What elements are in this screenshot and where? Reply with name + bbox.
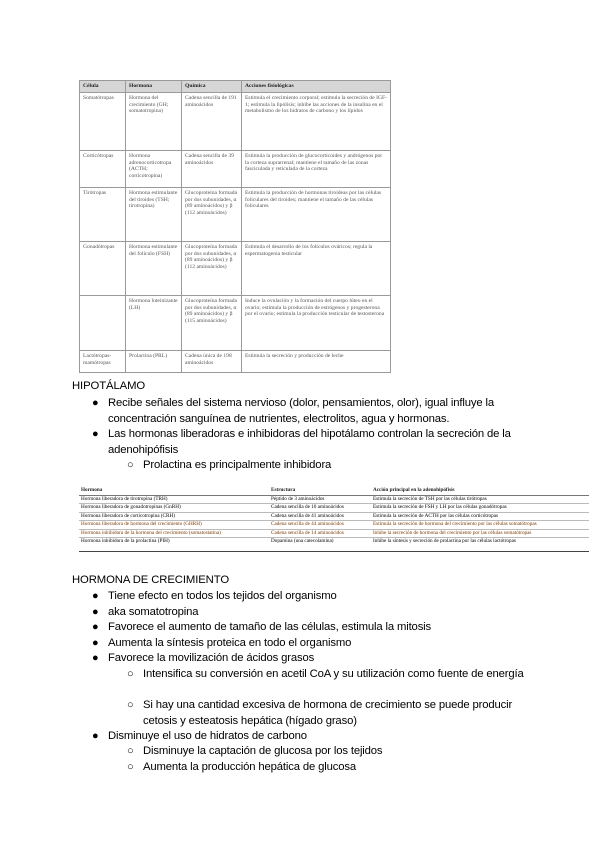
table-row	[80, 296, 391, 351]
table-cell: Hormona adrenocorticotropa (ACTH; corticotropina)	[126, 151, 182, 188]
table-cell: Hormona estimulante del folículo (FSH)	[126, 242, 182, 296]
table-cell: Péptido de 3 aminoácidos	[269, 496, 371, 504]
table-cell: Hormona liberadora de hormona del crecimiento (GHRH)	[79, 521, 269, 529]
pituitary-cells-table	[79, 80, 390, 366]
table-bottom-rule	[79, 551, 589, 552]
table-cell: Prolactina (PRL)	[126, 351, 182, 373]
table-row	[79, 504, 589, 512]
table-cell: Cadena sencilla de 191 aminoácidos	[182, 93, 242, 151]
table-cell: Estimula la producción de hormonas tiroideas por las células foliculares del tiroides; mantiene el tamaño de las células foliculares	[242, 188, 391, 242]
bullet-icon: ●	[92, 621, 99, 633]
table-cell: Hormona liberadora de tirotropina (TRH)	[79, 496, 269, 504]
list-item: Favorece el aumento de tamaño de las células, estimula la mitosis	[108, 621, 432, 633]
table-cell: Hormona luteinizante (LH)	[126, 296, 182, 351]
bullet-icon: ●	[92, 637, 99, 649]
list-item: Disminuye el uso de hidratos de carbono	[108, 730, 307, 742]
list-item: Aumenta la síntesis proteica en todo el organismo	[108, 637, 352, 649]
sub-bullet-icon: ○	[127, 745, 134, 757]
bullet-icon: ●	[92, 652, 99, 664]
sub-bullet-icon: ○	[127, 668, 134, 680]
hypothalamic-hormones-table	[79, 487, 589, 552]
table-row	[80, 351, 391, 373]
section-heading-hormona-crecimiento: HORMONA DE CRECIMIENTO	[72, 574, 230, 586]
sub-list-item: Prolactina es principalmente inhibidora	[143, 459, 332, 471]
table-row	[80, 93, 391, 151]
table-header-cell: Hormona	[79, 487, 269, 496]
table-cell: Glucoproteína formada por dos subunidades, α (89 aminoácidos) y β (112 aminoácidos)	[182, 188, 242, 242]
table-row	[79, 512, 589, 520]
table-cell: Cadena sencilla de 44 aminoácidos	[269, 521, 371, 529]
table-header-cell: Química	[182, 81, 242, 93]
sub-list-item: Disminuye la captación de glucosa por los tejidos	[143, 745, 383, 757]
table-header-row	[80, 81, 391, 93]
bullet-icon: ●	[92, 730, 99, 742]
table-cell: Estimula el crecimiento corporal; estimula la secreción de IGF-1; estimula la lipólisis; inhibe las acciones de la insulina en el metabolismo de los hidratos de carbono y los lípidos	[242, 93, 391, 151]
table-cell: Induce la ovulación y la formación del cuerpo lúteo en el ovario; estimula la producción de estrógenos y progesterona por el ovario; estimula la producción testicular de testosterona	[242, 296, 391, 351]
table-cell: Cadena sencilla de 10 aminoácidos	[269, 504, 371, 512]
bullet-icon: ●	[92, 606, 99, 618]
list-item: Las hormonas liberadoras e inhibidoras del hipotálamo controlan la secreción de la adenohipófisis	[108, 428, 511, 456]
table-cell: Estimula el desarrollo de los folículos ováricos; regula la espermatogenia testicular	[242, 242, 391, 296]
table-cell: Hormona liberadora de gonadotropinas (GnRH)	[79, 504, 269, 512]
table-header-cell: Célula	[80, 81, 126, 93]
table-cell: Lactótropas-mamótropas	[80, 351, 126, 373]
table-cell: Hormona del crecimiento (GH; somatotropina)	[126, 93, 182, 151]
table-cell: Corticótropas	[80, 151, 126, 188]
list-item: Recibe señales del sistema nervioso (dolor, pensamientos, olor), igual influye la concentración sanguínea de nutrientes, electrolitos, agua y hormonas.	[108, 397, 494, 425]
sub-bullet-icon: ○	[127, 699, 134, 711]
table-cell: Inhibe la síntesis y secreción de prolactina por las células lactótropas	[373, 538, 516, 545]
table-row	[79, 521, 589, 529]
table-row	[80, 242, 391, 296]
table-cell	[80, 296, 126, 351]
sub-bullet-icon: ○	[127, 761, 134, 773]
list-item: aka somatotropina	[108, 606, 199, 618]
table-row	[79, 537, 589, 545]
bullet-icon: ●	[92, 397, 99, 409]
sub-list-item: Intensifica su conversión en acetil CoA y su utilización como fuente de energía	[143, 668, 524, 680]
table-header-cell: Acción principal en la adenohipófisis	[371, 487, 589, 496]
table-row	[79, 496, 589, 504]
table-cell: Hormona inhibidora de la hormona del crecimiento (somatostatina)	[79, 529, 269, 537]
sub-list-item: Aumenta la producción hepática de glucosa	[143, 761, 357, 773]
table-cell: Cadena sencilla de 14 aminoácidos	[269, 529, 371, 537]
table-header-row	[79, 487, 589, 496]
table-cell: Estimula la producción de glucocorticoides y andrógenos por la corteza suprarrenal; mantiene el tamaño de las zonas fasciculada y reticulada de la corteza	[242, 151, 391, 188]
table-cell: Glucoproteína formada por dos subunidades, α (89 aminoácidos) y β (115 aminoácidos)	[182, 296, 242, 351]
table-cell: Cadena sencilla de 39 aminoácidos	[182, 151, 242, 188]
table-header-cell: Estructura	[269, 487, 371, 496]
table-cell: Estimula la secreción de FSH y LH por las células gonadótropas	[371, 504, 589, 512]
table-cell: Estimula la secreción de hormona del crecimiento por las células somatótropas	[371, 521, 589, 529]
table-cell: Estimula la secreción de TSH por las células tirótropas	[371, 496, 589, 504]
table-row	[80, 188, 391, 242]
table-row	[80, 151, 391, 188]
table-cell: Estimula la secreción y producción de leche	[242, 351, 391, 373]
table-cell: Hormona inhibidora de la prolactina (PIH)	[81, 538, 170, 545]
sub-bullet-icon: ○	[127, 459, 134, 471]
table-cell: Hormona estimulante del tiroides (TSH; tirotropina)	[126, 188, 182, 242]
table-header-cell: Hormona	[126, 81, 182, 93]
bullet-icon: ●	[92, 428, 99, 440]
table-cell: Estimula la secreción de ACTH por las células corticótropas	[371, 512, 589, 520]
table-cell: Glucoproteína formada por dos subunidades, α (89 aminoácidos) y β (112 aminoácidos)	[182, 242, 242, 296]
bullet-icon: ●	[92, 590, 99, 602]
table-cell: Tirótropas	[80, 188, 126, 242]
section-heading-hipotalamo: HIPOTÁLAMO	[72, 380, 146, 392]
table-cell: Hormona liberadora de corticotropina (CRH)	[79, 512, 269, 520]
sub-list-item: Si hay una cantidad excesiva de hormona de crecimiento se puede producir cetosis y esteatosis hepática (hígado graso)	[143, 699, 513, 727]
table-cell: Somatótropas	[80, 93, 126, 151]
table-cell: Gonadótropas	[80, 242, 126, 296]
list-item: Favorece la movilización de ácidos grasos	[108, 652, 315, 664]
table-cell: Cadena única de 198 aminoácidos	[182, 351, 242, 373]
list-item: Tiene efecto en todos los tejidos del organismo	[108, 590, 337, 602]
table-row	[79, 529, 589, 537]
table-header-cell: Acciones fisiológicas	[242, 81, 391, 93]
table-cell: Dopamina (una catecolamina)	[271, 538, 334, 545]
table-cell: Inhibe la secreción de hormona del crecimiento por las células somatótropas	[371, 529, 589, 537]
table-cell: Cadena sencilla de 41 aminoácidos	[269, 512, 371, 520]
